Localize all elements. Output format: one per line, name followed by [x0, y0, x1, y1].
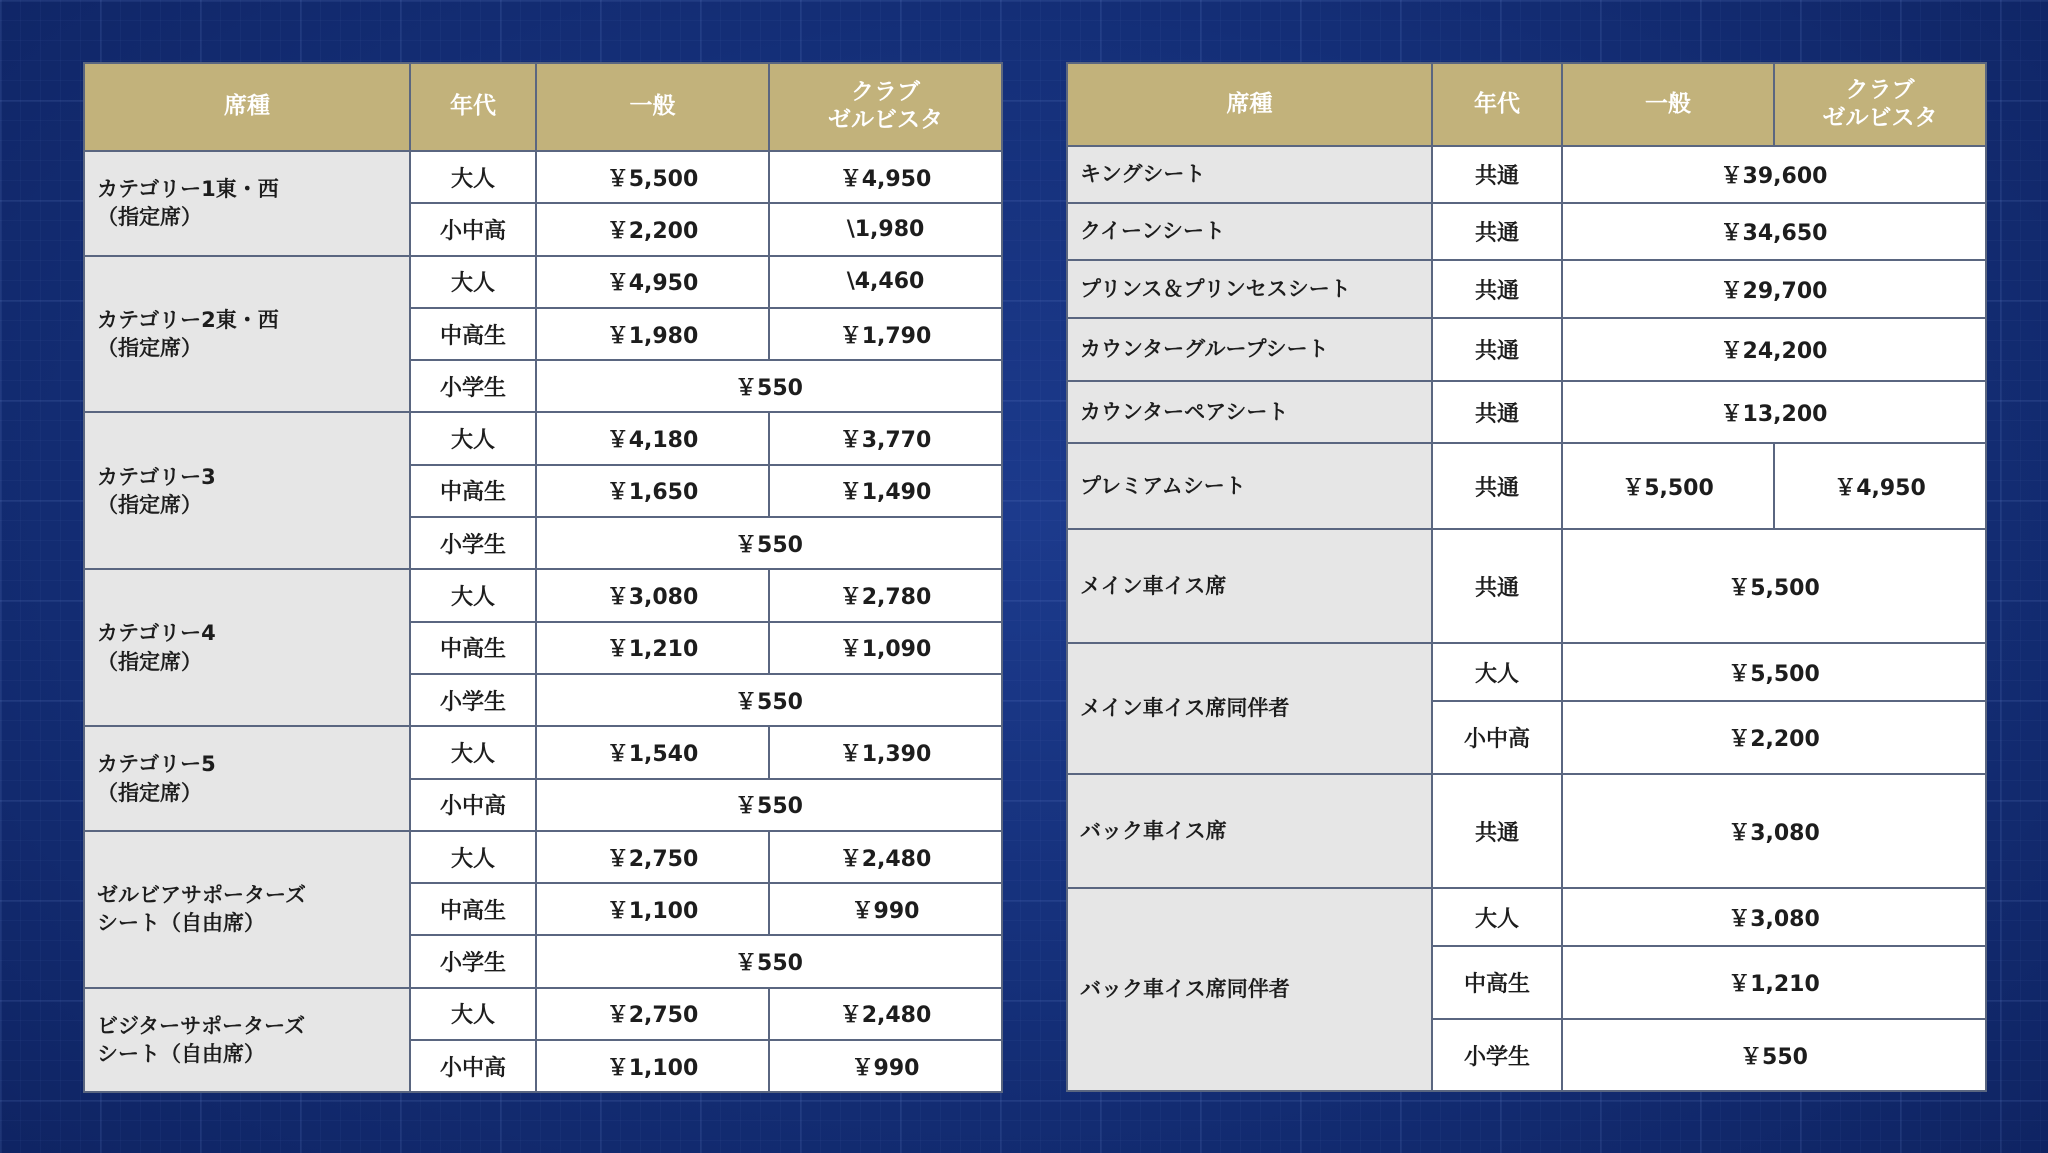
- age-cell: 大人: [1432, 643, 1562, 701]
- age-cell: 小学生: [410, 517, 536, 569]
- club-price: ￥1,490: [769, 465, 1002, 517]
- general-price: ￥3,080: [536, 569, 769, 621]
- seat-name: メイン車イス席同伴者: [1067, 643, 1432, 774]
- general-price: ￥1,100: [536, 883, 769, 935]
- seat-name: [84, 412, 410, 569]
- club-price: ￥990: [769, 883, 1002, 935]
- seat-name: [84, 569, 410, 726]
- table-row: [1067, 443, 1986, 529]
- age-cell: 共通: [1432, 260, 1562, 318]
- age-cell: 小学生: [410, 674, 536, 726]
- table-row: [1067, 203, 1986, 260]
- age-cell: 共通: [1432, 774, 1562, 888]
- age-cell: 共通: [1432, 443, 1562, 529]
- table-header-row: [84, 63, 1002, 151]
- price-table-right: [1066, 62, 1987, 1092]
- seat-name: [84, 151, 410, 256]
- age-cell: 大人: [410, 412, 536, 464]
- age-cell: 中高生: [410, 465, 536, 517]
- club-price: ￥990: [769, 1040, 1002, 1092]
- table-row: [1067, 643, 1986, 701]
- header-age: 年代: [1432, 63, 1562, 146]
- common-price: ￥3,080: [1562, 888, 1986, 946]
- common-price: ￥550: [536, 517, 1002, 569]
- age-cell: 共通: [1432, 529, 1562, 643]
- price-table-left: [83, 62, 1003, 1093]
- common-price: ￥5,500: [1562, 529, 1986, 643]
- club-price: \4,460: [769, 256, 1002, 308]
- table-row: [1067, 381, 1986, 443]
- seat-name-line2: （指定席）: [97, 205, 202, 230]
- club-price: ￥1,790: [769, 308, 1002, 360]
- age-cell: 中高生: [410, 308, 536, 360]
- common-price: ￥550: [536, 360, 1002, 412]
- age-cell: 共通: [1432, 203, 1562, 260]
- age-cell: 小中高: [410, 1040, 536, 1092]
- general-price: ￥1,650: [536, 465, 769, 517]
- table-row: [1067, 318, 1986, 381]
- table-row: [84, 256, 1002, 308]
- header-general: 一般: [1562, 63, 1774, 146]
- common-price: ￥13,200: [1562, 381, 1986, 443]
- table-row: [1067, 146, 1986, 203]
- age-cell: 大人: [410, 988, 536, 1040]
- header-seat: 席種: [84, 63, 410, 151]
- club-price: ￥2,780: [769, 569, 1002, 621]
- seat-name-line1: カテゴリー5: [97, 752, 216, 777]
- age-cell: 小中高: [1432, 701, 1562, 774]
- header-general: 一般: [536, 63, 769, 151]
- age-cell: 小学生: [1432, 1019, 1562, 1091]
- seat-name: バック車イス席: [1067, 774, 1432, 888]
- seat-name: クイーンシート: [1067, 203, 1432, 260]
- seat-name-line2: （指定席）: [97, 492, 202, 517]
- table-row: [1067, 260, 1986, 318]
- club-price: ￥2,480: [769, 831, 1002, 883]
- general-price: ￥2,200: [536, 203, 769, 255]
- club-price: \1,980: [769, 203, 1002, 255]
- header-seat: 席種: [1067, 63, 1432, 146]
- table-row: [1067, 774, 1986, 888]
- general-price: ￥1,980: [536, 308, 769, 360]
- header-club-line2: ゼルビスタ: [828, 107, 943, 133]
- club-price: ￥4,950: [769, 151, 1002, 203]
- common-price: ￥39,600: [1562, 146, 1986, 203]
- age-cell: 小学生: [410, 935, 536, 987]
- seat-name-line2: （指定席）: [97, 649, 202, 674]
- seat-name: キングシート: [1067, 146, 1432, 203]
- seat-name: [84, 988, 410, 1093]
- seat-name-line1: ゼルビアサポーターズ: [97, 882, 306, 907]
- age-cell: 中高生: [1432, 946, 1562, 1019]
- seat-name-line1: カテゴリー3: [97, 464, 216, 489]
- general-price: ￥5,500: [1562, 443, 1774, 529]
- age-cell: 中高生: [410, 622, 536, 674]
- header-club-line2: ゼルビスタ: [1822, 104, 1938, 131]
- table-row: [84, 569, 1002, 621]
- common-price: ￥550: [1562, 1019, 1986, 1091]
- seat-name: メイン車イス席: [1067, 529, 1432, 643]
- club-price: ￥4,950: [1774, 443, 1986, 529]
- age-cell: 小学生: [410, 360, 536, 412]
- common-price: ￥550: [536, 935, 1002, 987]
- table-row: [84, 726, 1002, 778]
- common-price: ￥24,200: [1562, 318, 1986, 381]
- table-row: [84, 151, 1002, 203]
- seat-name-line1: ビジターサポーターズ: [97, 1013, 306, 1038]
- general-price: ￥1,540: [536, 726, 769, 778]
- general-price: ￥2,750: [536, 988, 769, 1040]
- seat-name: カウンターグループシート: [1067, 318, 1432, 381]
- club-price: ￥2,480: [769, 988, 1002, 1040]
- header-club-line1: クラブ: [851, 79, 920, 106]
- seat-name: バック車イス席同伴者: [1067, 888, 1432, 1091]
- seat-name-line1: カテゴリー1東・西: [97, 176, 279, 201]
- header-club: [769, 63, 1002, 151]
- club-price: ￥1,390: [769, 726, 1002, 778]
- header-club: [1774, 63, 1986, 146]
- age-cell: 大人: [1432, 888, 1562, 946]
- common-price: ￥5,500: [1562, 643, 1986, 701]
- age-cell: 共通: [1432, 318, 1562, 381]
- common-price: ￥550: [536, 779, 1002, 831]
- common-price: ￥1,210: [1562, 946, 1986, 1019]
- common-price: ￥2,200: [1562, 701, 1986, 774]
- seat-name-line2: シート（自由席）: [97, 911, 265, 936]
- seat-name: [84, 726, 410, 831]
- table-row: [84, 412, 1002, 464]
- age-cell: 大人: [410, 569, 536, 621]
- general-price: ￥4,950: [536, 256, 769, 308]
- seat-name: [84, 256, 410, 413]
- age-cell: 大人: [410, 831, 536, 883]
- seat-name-line2: シート（自由席）: [97, 1042, 265, 1067]
- age-cell: 大人: [410, 256, 536, 308]
- general-price: ￥1,100: [536, 1040, 769, 1092]
- table-row: [84, 988, 1002, 1040]
- common-price: ￥3,080: [1562, 774, 1986, 888]
- seat-name-line2: （指定席）: [97, 780, 202, 805]
- seat-name-line1: カテゴリー2東・西: [97, 307, 279, 332]
- common-price: ￥34,650: [1562, 203, 1986, 260]
- header-club-line1: クラブ: [1845, 76, 1915, 103]
- seat-name-line2: （指定席）: [97, 336, 202, 361]
- age-cell: 共通: [1432, 381, 1562, 443]
- general-price: ￥5,500: [536, 151, 769, 203]
- age-cell: 小中高: [410, 203, 536, 255]
- table-row: [1067, 888, 1986, 946]
- common-price: ￥29,700: [1562, 260, 1986, 318]
- header-age: 年代: [410, 63, 536, 151]
- seat-name: プリンス＆プリンセスシート: [1067, 260, 1432, 318]
- age-cell: 大人: [410, 151, 536, 203]
- seat-name: カウンターペアシート: [1067, 381, 1432, 443]
- general-price: ￥1,210: [536, 622, 769, 674]
- seat-name-line1: カテゴリー4: [97, 621, 216, 646]
- seat-name: [84, 831, 410, 988]
- table-header-row: [1067, 63, 1986, 146]
- age-cell: 大人: [410, 726, 536, 778]
- seat-name: プレミアムシート: [1067, 443, 1432, 529]
- club-price: ￥1,090: [769, 622, 1002, 674]
- table-row: [1067, 529, 1986, 643]
- age-cell: 共通: [1432, 146, 1562, 203]
- club-price: ￥3,770: [769, 412, 1002, 464]
- general-price: ￥4,180: [536, 412, 769, 464]
- common-price: ￥550: [536, 674, 1002, 726]
- age-cell: 中高生: [410, 883, 536, 935]
- general-price: ￥2,750: [536, 831, 769, 883]
- table-row: [84, 831, 1002, 883]
- age-cell: 小中高: [410, 779, 536, 831]
